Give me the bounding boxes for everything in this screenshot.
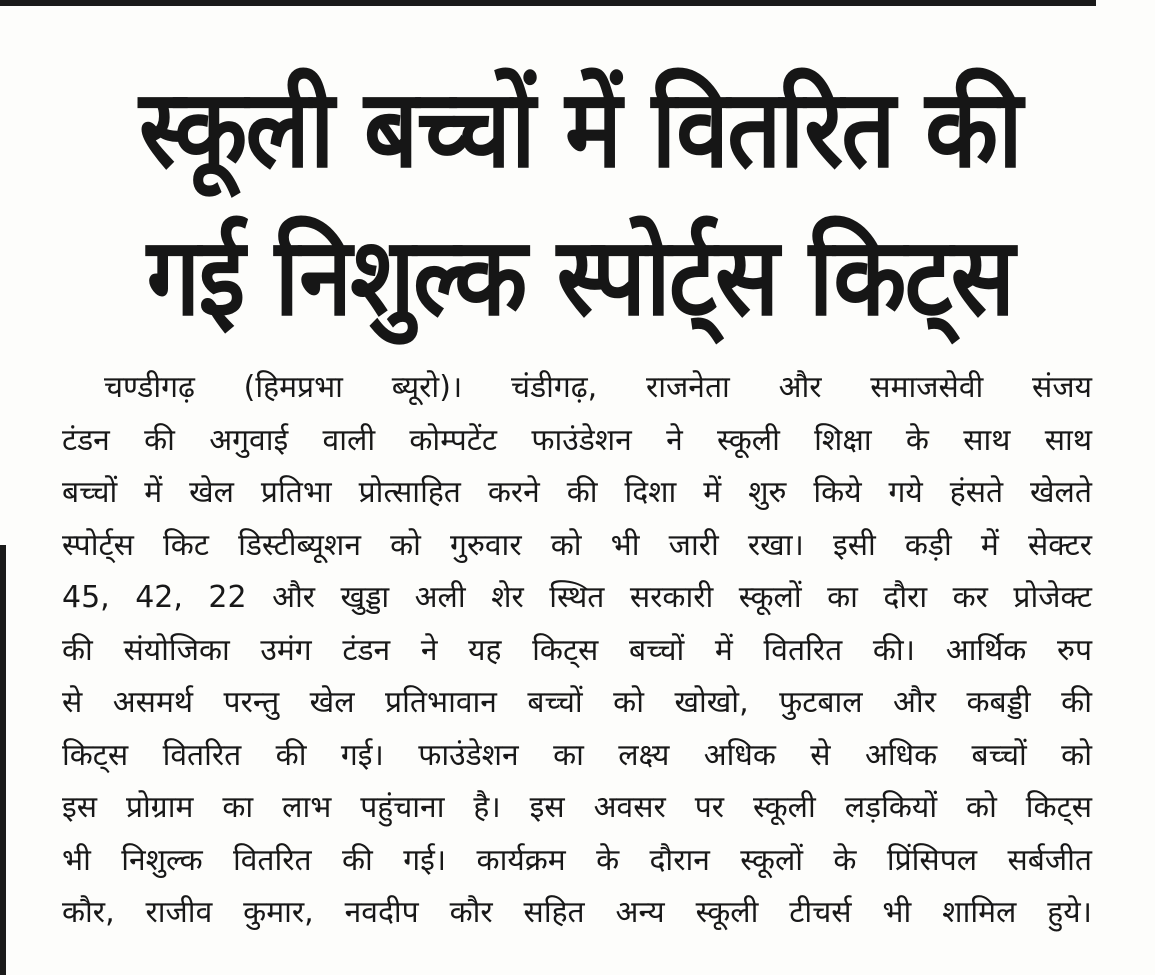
article-line: से असमर्थ परन्तु खेल प्रतिभावान बच्चों को खोखो, फुटबाल और कबड्डी की bbox=[62, 685, 1092, 720]
headline bbox=[122, 56, 1037, 352]
headline-line-1: स्कूली बच्चों में वितरित की bbox=[138, 67, 1022, 192]
left-column-rule bbox=[0, 545, 6, 975]
article-line: भी निशुल्क वितरित की गई। कार्यक्रम के दौरान स्कूलों के प्रिंसिपल सर्बजीत bbox=[62, 842, 1092, 878]
article-line: इस प्रोग्राम का लाभ पहुंचाना है। इस अवसर पर स्कूली लड़कियों को किट्स bbox=[62, 790, 1092, 825]
article-line: टंडन की अगुवाई वाली कोम्पटेंट फाउंडेशन ने स्कूली शिक्षा के साथ साथ bbox=[62, 422, 1092, 458]
article-line: की संयोजिका उमंग टंडन ने यह किट्स बच्चों में वितरित की। आर्थिक रुप bbox=[62, 632, 1092, 668]
article-body bbox=[62, 362, 1092, 940]
article-line: किट्स वितरित की गई। फाउंडेशन का लक्ष्य अधिक से अधिक बच्चों को bbox=[62, 737, 1092, 773]
article-line: स्पोर्ट्स किट डिस्टीब्यूशन को गुरुवार को भी जारी रखा। इसी कड़ी में सेक्टर bbox=[62, 527, 1092, 563]
headline-line-2: गई निशुल्क स्पोर्ट्स किट्स bbox=[146, 215, 1014, 340]
article-line: बच्चों में खेल प्रतिभा प्रोत्साहित करने की दिशा में शुरु किये गये हंसते खेलते bbox=[62, 475, 1092, 510]
article-line: 45, 42, 22 और खुड्डा अली शेर स्थित सरकारी स्कूलों का दौरा कर प्रोजेक्ट bbox=[62, 580, 1092, 615]
article-line: कौर, राजीव कुमार, नवदीप कौर सहित अन्य स्कूली टीचर्स भी शामिल हुये। bbox=[62, 895, 1092, 930]
top-border-rule bbox=[0, 0, 1096, 6]
article-line: चण्डीगढ़ (हिमप्रभा ब्यूरो)। चंडीगढ़, राजनेता और समाजसेवी संजय bbox=[104, 370, 1092, 405]
